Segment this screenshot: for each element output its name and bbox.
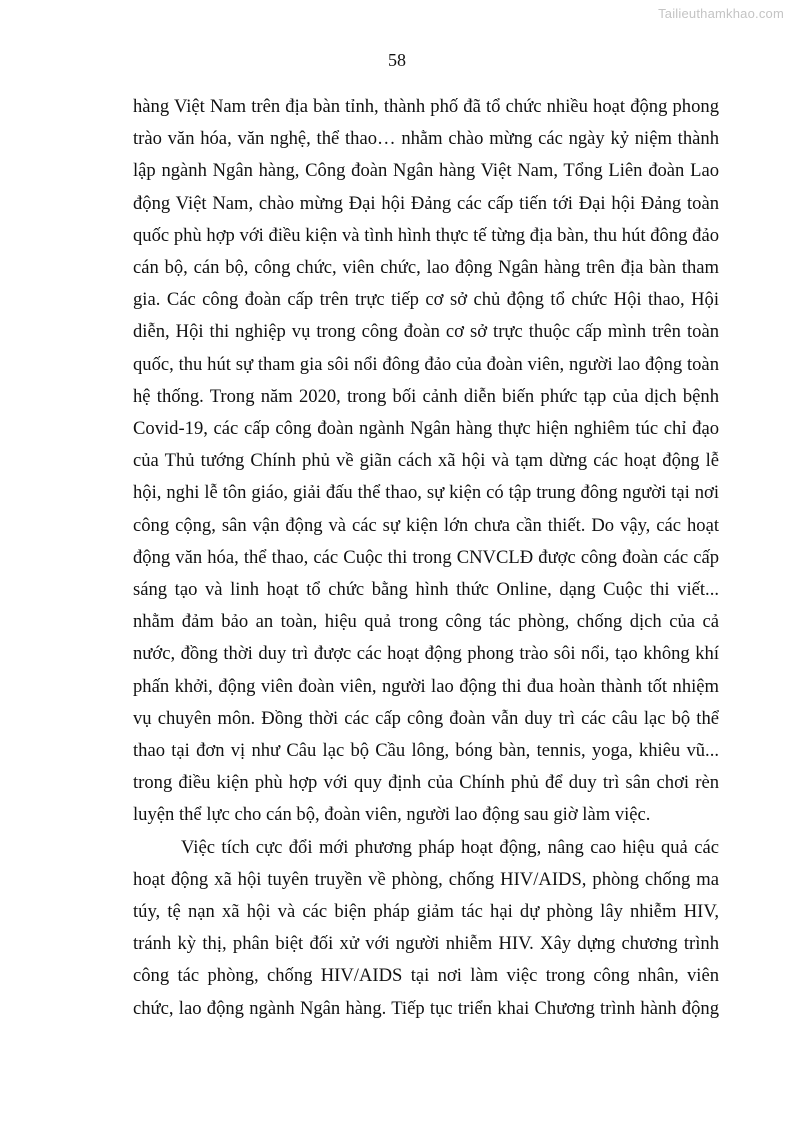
page-number: 58 bbox=[388, 50, 406, 70]
paragraph-1: hàng Việt Nam trên địa bàn tỉnh, thành phố đã tổ chức nhiều hoạt động phong trào văn hóa, văn nghệ, thể thao… nhằm chào mừng các ngày kỷ niệm thành lập ngành Ngân hàng, Công đoàn Ngân hàng Việt Nam, Tổng Liên đoàn Lao động Việt Nam, chào mừng Đại hội Đảng các cấp tiến tới Đại hội Đảng toàn quốc phù hợp với điều kiện và tình hình thực tế từng địa bàn, thu hút đông đảo cán bộ, cán bộ, công chức, viên chức, lao động Ngân hàng trên địa bàn tham gia. Các công đoàn cấp trên trực tiếp cơ sở chủ động tổ chức Hội thao, Hội diễn, Hội thi nghiệp vụ trong công đoàn cơ sở trực thuộc cấp mình trên toàn quốc, thu hút sự tham gia sôi nổi đông đảo của đoàn viên, người lao động toàn hệ thống. Trong năm 2020, trong bối cảnh diễn biến phức tạp của dịch bệnh Covid-19, các cấp công đoàn ngành Ngân hàng thực hiện nghiêm túc chỉ đạo của Thủ tướng Chính phủ về giãn cách xã hội và tạm dừng các hoạt động lễ hội, nghi lễ tôn giáo, giải đấu thể thao, sự kiện có tập trung đông người tại nơi công cộng, sân vận động và các sự kiện lớn chưa cần thiết. Do vậy, các hoạt động văn hóa, thể thao, các Cuộc thi trong CNVCLĐ được công đoàn các cấp sáng tạo và linh hoạt tổ chức bằng hình thức Online, dạng Cuộc thi viết... nhằm đảm bảo an toàn, hiệu quả trong công tác phòng, chống dịch của cả nước, đồng thời duy trì được các hoạt động phong trào sôi nổi, tạo không khí phấn khởi, động viên đoàn viên, người lao động thi đua hoàn thành tốt nhiệm vụ chuyên môn. Đồng thời các cấp công đoàn vẫn duy trì các câu lạc bộ thể thao tại đơn vị như Câu lạc bộ Cầu lông, bóng bàn, tennis, yoga, khiêu vũ... trong điều kiện phù hợp với quy định của Chính phủ để duy trì sân chơi rèn luyện thể lực cho cán bộ, đoàn viên, người lao động sau giờ làm việc. bbox=[133, 96, 719, 826]
watermark: Tailieuthamkhao.com bbox=[658, 6, 784, 21]
body-text bbox=[133, 91, 719, 1025]
paragraph-2: Việc tích cực đổi mới phương pháp hoạt động, nâng cao hiệu quả các hoạt động xã hội tuyên truyền về phòng, chống HIV/AIDS, phòng chống ma túy, tệ nạn xã hội và các biện pháp giảm tác hại dự phòng lây nhiễm HIV, tránh kỳ thị, phân biệt đối xử với người nhiễm HIV. Xây dựng chương trình công tác phòng, chống HIV/AIDS tại nơi làm việc trong công nhân, viên chức, lao động ngành Ngân hàng. Tiếp tục triển khai Chương trình hành động bbox=[133, 836, 719, 1019]
